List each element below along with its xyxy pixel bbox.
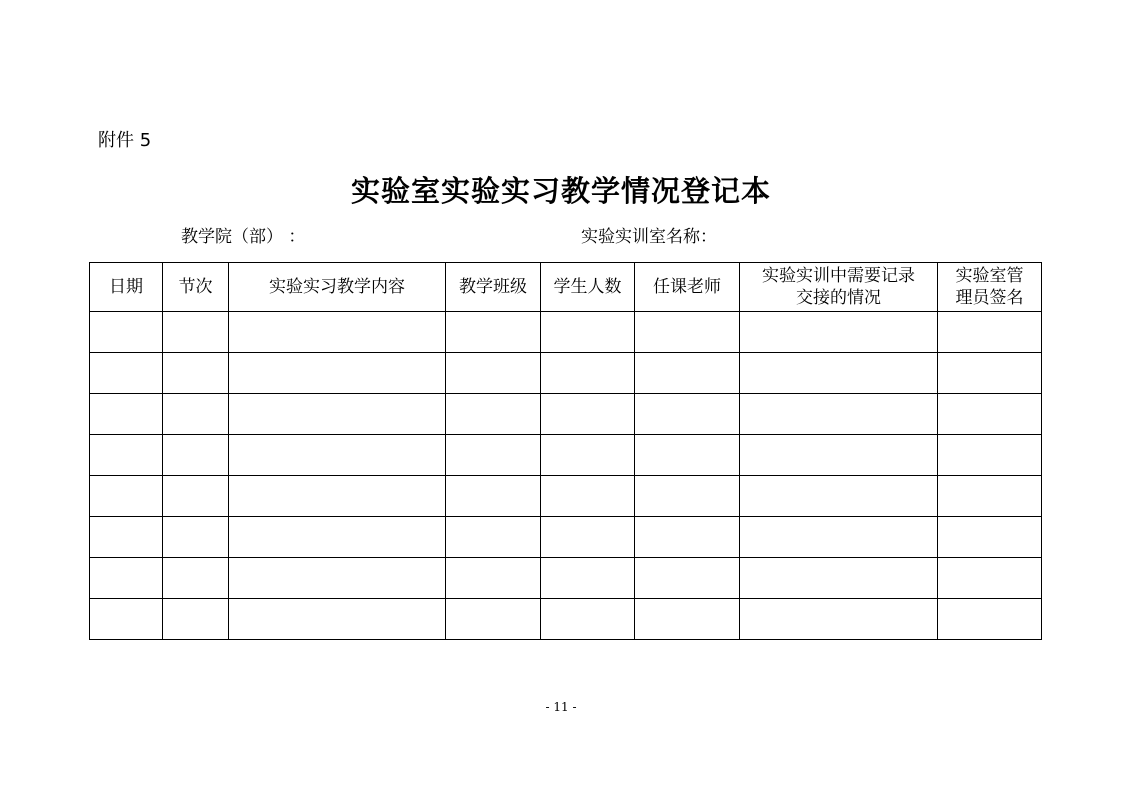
column-header-date: 日期 <box>90 263 163 312</box>
cell-admin-signature[interactable] <box>938 435 1042 476</box>
cell-content[interactable] <box>229 353 446 394</box>
cell-date[interactable] <box>90 476 163 517</box>
cell-teacher[interactable] <box>635 517 740 558</box>
cell-period[interactable] <box>163 353 229 394</box>
department-field-label: 教学院（部） ： <box>181 227 306 247</box>
cell-period[interactable] <box>163 312 229 353</box>
cell-handover-notes[interactable] <box>740 558 938 599</box>
cell-admin-signature[interactable] <box>938 353 1042 394</box>
cell-student-count[interactable] <box>541 312 635 353</box>
teaching-log-table <box>89 262 1042 640</box>
cell-student-count[interactable] <box>541 394 635 435</box>
cell-admin-signature[interactable] <box>938 394 1042 435</box>
cell-teacher[interactable] <box>635 558 740 599</box>
document-title: 实验室实验实习教学情况登记本 <box>350 174 771 208</box>
table-row <box>90 517 1042 558</box>
cell-period[interactable] <box>163 599 229 640</box>
cell-period[interactable] <box>163 558 229 599</box>
cell-date[interactable] <box>90 517 163 558</box>
cell-content[interactable] <box>229 517 446 558</box>
column-header-class: 教学班级 <box>446 263 541 312</box>
cell-date[interactable] <box>90 435 163 476</box>
cell-admin-signature[interactable] <box>938 312 1042 353</box>
cell-handover-notes[interactable] <box>740 394 938 435</box>
table-row <box>90 435 1042 476</box>
cell-handover-notes[interactable] <box>740 353 938 394</box>
column-header-teacher: 任课老师 <box>635 263 740 312</box>
table-row <box>90 394 1042 435</box>
cell-class[interactable] <box>446 435 541 476</box>
cell-teacher[interactable] <box>635 312 740 353</box>
cell-date[interactable] <box>90 353 163 394</box>
cell-student-count[interactable] <box>541 476 635 517</box>
table-row <box>90 599 1042 640</box>
cell-student-count[interactable] <box>541 353 635 394</box>
cell-admin-signature[interactable] <box>938 476 1042 517</box>
cell-admin-signature[interactable] <box>938 517 1042 558</box>
cell-class[interactable] <box>446 476 541 517</box>
attachment-label: 附件 5 <box>98 130 152 151</box>
lab-room-field-label: 实验实训室名称： <box>581 227 717 247</box>
cell-period[interactable] <box>163 435 229 476</box>
table-header-row <box>90 263 1042 312</box>
cell-admin-signature[interactable] <box>938 599 1042 640</box>
column-header-handover-notes: 实验实训中需要记录交接的情况 <box>740 263 938 312</box>
column-header-period: 节次 <box>163 263 229 312</box>
cell-handover-notes[interactable] <box>740 599 938 640</box>
page-number: - 11 - <box>545 700 577 714</box>
table-row <box>90 558 1042 599</box>
cell-content[interactable] <box>229 599 446 640</box>
column-header-student-count: 学生人数 <box>541 263 635 312</box>
cell-period[interactable] <box>163 476 229 517</box>
cell-date[interactable] <box>90 599 163 640</box>
cell-date[interactable] <box>90 394 163 435</box>
cell-admin-signature[interactable] <box>938 558 1042 599</box>
cell-student-count[interactable] <box>541 599 635 640</box>
cell-date[interactable] <box>90 558 163 599</box>
column-header-content: 实验实习教学内容 <box>229 263 446 312</box>
cell-handover-notes[interactable] <box>740 312 938 353</box>
table-row <box>90 476 1042 517</box>
cell-class[interactable] <box>446 599 541 640</box>
cell-content[interactable] <box>229 558 446 599</box>
cell-class[interactable] <box>446 394 541 435</box>
cell-class[interactable] <box>446 558 541 599</box>
cell-student-count[interactable] <box>541 517 635 558</box>
cell-class[interactable] <box>446 517 541 558</box>
cell-handover-notes[interactable] <box>740 476 938 517</box>
cell-period[interactable] <box>163 394 229 435</box>
cell-class[interactable] <box>446 312 541 353</box>
cell-teacher[interactable] <box>635 394 740 435</box>
cell-class[interactable] <box>446 353 541 394</box>
cell-content[interactable] <box>229 394 446 435</box>
cell-handover-notes[interactable] <box>740 517 938 558</box>
cell-student-count[interactable] <box>541 558 635 599</box>
cell-teacher[interactable] <box>635 435 740 476</box>
column-header-admin-signature: 实验室管理员签名 <box>938 263 1042 312</box>
cell-student-count[interactable] <box>541 435 635 476</box>
cell-content[interactable] <box>229 312 446 353</box>
cell-content[interactable] <box>229 476 446 517</box>
cell-teacher[interactable] <box>635 476 740 517</box>
cell-teacher[interactable] <box>635 353 740 394</box>
cell-teacher[interactable] <box>635 599 740 640</box>
table-row <box>90 353 1042 394</box>
cell-handover-notes[interactable] <box>740 435 938 476</box>
cell-date[interactable] <box>90 312 163 353</box>
table-body <box>90 312 1042 640</box>
cell-period[interactable] <box>163 517 229 558</box>
cell-content[interactable] <box>229 435 446 476</box>
table-row <box>90 312 1042 353</box>
